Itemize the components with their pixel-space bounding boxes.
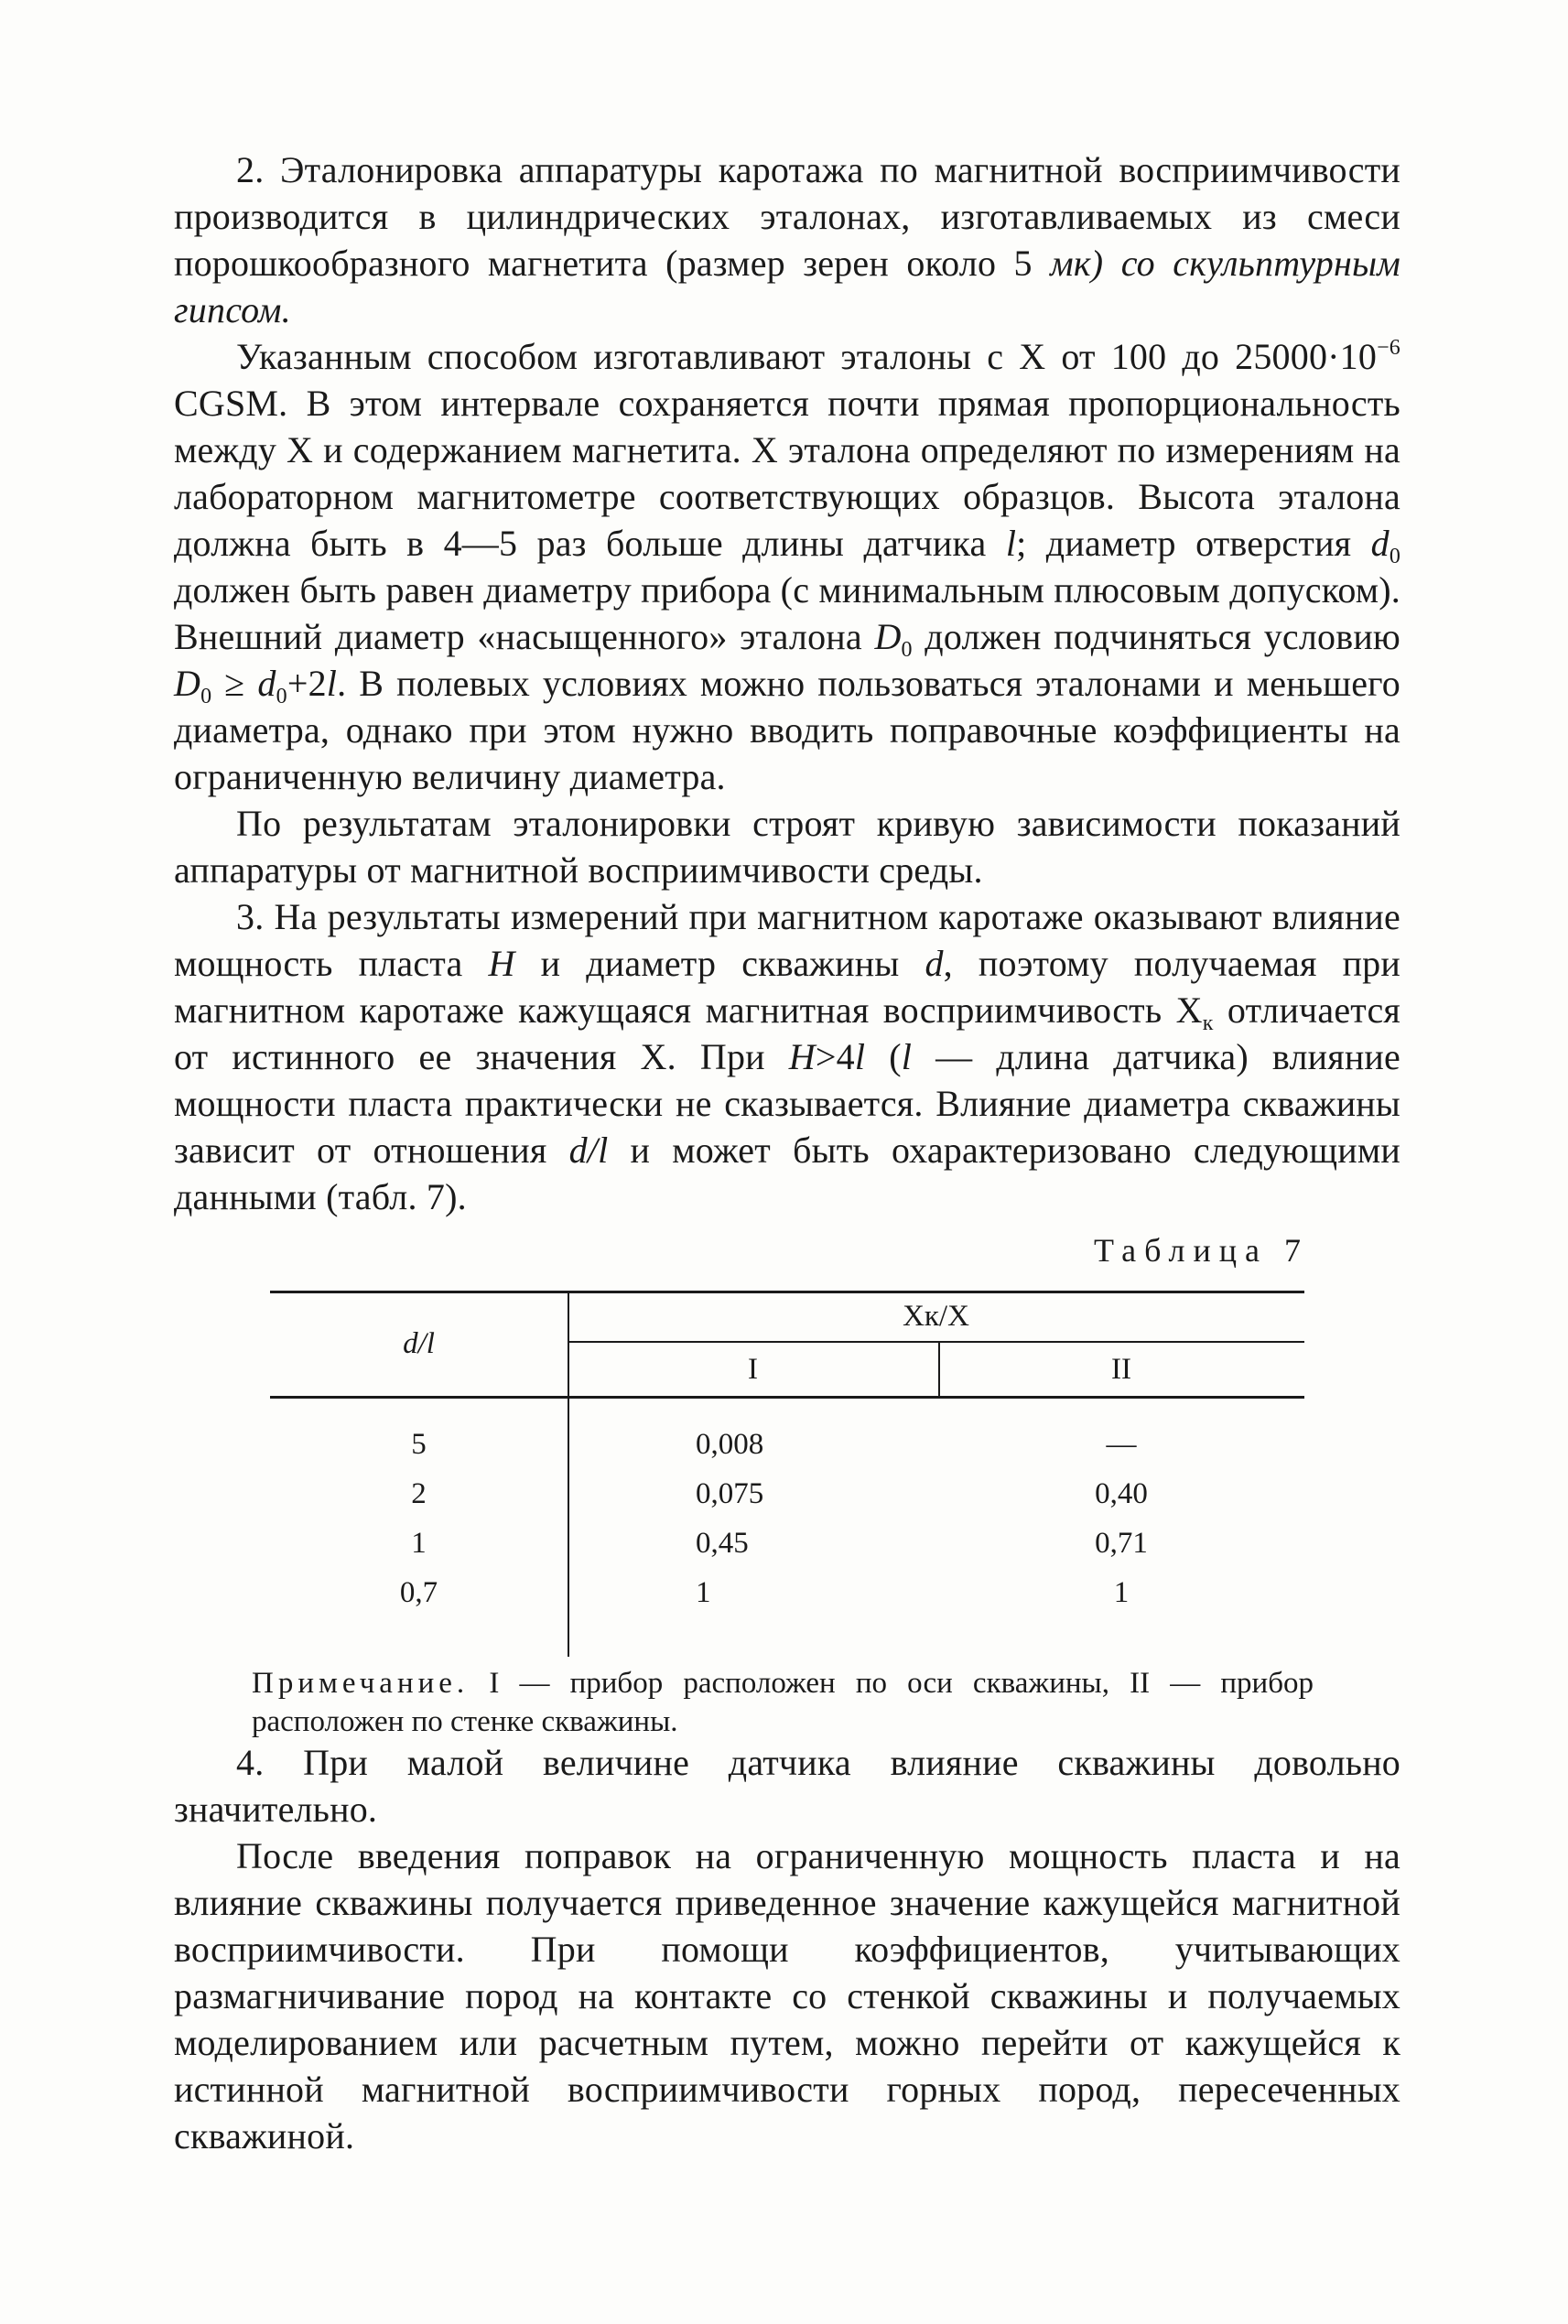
table-header-rule bbox=[568, 1341, 1304, 1343]
cell-ii: 1 bbox=[1113, 1576, 1130, 1609]
paragraph-standards: Указанным способом изготавливают эталоны с Χ от 100 до $25000\cdot 10^{-6}$ CGSM. В этом интервале сохраняется почти прямая пропорциональность между Χ и содержанием магнетита. Χ эталона определяют по измерениям на лабораторном магнитометре соответствующих образцов. Высота эталона должна быть в 4—5 раз больше длины датчика l; диаметр отверстия $d_0$ должен быть равен диаметру прибора (с минимальным плюсовым допуском). Внешний диаметр «насыщенного» эталона $D_0$ должен подчиняться условию $D_0 \ge d_0+2l$. В полевых условиях можно пользоваться эталонами и меньшего диаметра, однако при этом нужно вводить поправочные коэффициенты на ограниченную величину диаметра. bbox=[174, 336, 1401, 797]
table-header-bottom-rule bbox=[270, 1396, 1304, 1399]
cell-i: 0,075 bbox=[696, 1477, 764, 1510]
text-block-top bbox=[174, 146, 1400, 1220]
table-vertical-rule-1 bbox=[568, 1291, 569, 1657]
paragraph-corrections: После введения поправок на ограниченную мощность пласта и на влияние скважины получается приведенное значение кажущейся магнитной восприимчивости. При помощи коэффициентов, учитывающих размагничивание пород на контакте со стенкой скважины и получаемых моделированием или расчетным путем, можно перейти от кажущейся к истинной магнитной восприимчивости горных пород, пересеченных скважиной. bbox=[174, 1835, 1400, 2156]
header-col-ii: II bbox=[1111, 1353, 1131, 1386]
cell-dl: 0,7 bbox=[399, 1576, 438, 1609]
paragraph-4: 4. При малой величине датчика влияние скважины довольно значительно. bbox=[174, 1742, 1400, 1830]
cell-ii: 0,71 bbox=[1095, 1527, 1148, 1560]
text-block-bottom bbox=[174, 1739, 1400, 2159]
note-label: Примечание. bbox=[252, 1667, 470, 1700]
cell-dl: 1 bbox=[411, 1527, 427, 1560]
header-d-over-l: d/l bbox=[403, 1327, 435, 1360]
paragraph-3: 3. На результаты измерений при магнитном каротаже оказывают влияние мощность пласта H и диаметр скважины d, поэтому получаемая при магнитном каротаже кажущаяся магнитная восприимчивость $X_к$ отличается от истинного ее значения Χ. При H>4l (l — длина датчика) влияние мощности пласта практически не сказывается. Влияние диаметра скважины зависит от отношения d/l и может быть охарактеризовано следующими данными (табл. 7). bbox=[174, 896, 1400, 1217]
cell-i: 1 bbox=[696, 1576, 711, 1609]
header-group: Χк/Χ bbox=[903, 1300, 969, 1333]
note-text: I — прибор расположен по оси скважины, II — прибор расположен по стенке скважины. bbox=[252, 1667, 1314, 1738]
paragraph-calibration-curve: По результатам эталонировки строят кривую зависимости показаний аппаратуры от магнитной восприимчивости среды. bbox=[174, 803, 1400, 891]
cell-i: 0,008 bbox=[696, 1428, 764, 1461]
table-top-rule bbox=[270, 1291, 1304, 1293]
table-caption: Таблица 7 bbox=[1094, 1232, 1309, 1269]
data-table bbox=[270, 1291, 1304, 1657]
cell-dl: 2 bbox=[411, 1477, 427, 1510]
cell-ii: 0,40 bbox=[1095, 1477, 1148, 1510]
paragraph-2: 2. Эталонировка аппаратуры каротажа по магнитной восприимчивости производится в цилиндрических эталонах, изготавливаемых из смеси порошкообразного магнетита (размер зерен около 5 мк) со скульптурным гипсом. bbox=[174, 149, 1401, 330]
table-note bbox=[252, 1664, 1314, 1741]
cell-ii: — bbox=[1106, 1428, 1137, 1461]
header-col-i: I bbox=[748, 1353, 758, 1386]
cell-i: 0,45 bbox=[696, 1527, 749, 1560]
cell-dl: 5 bbox=[411, 1428, 427, 1461]
